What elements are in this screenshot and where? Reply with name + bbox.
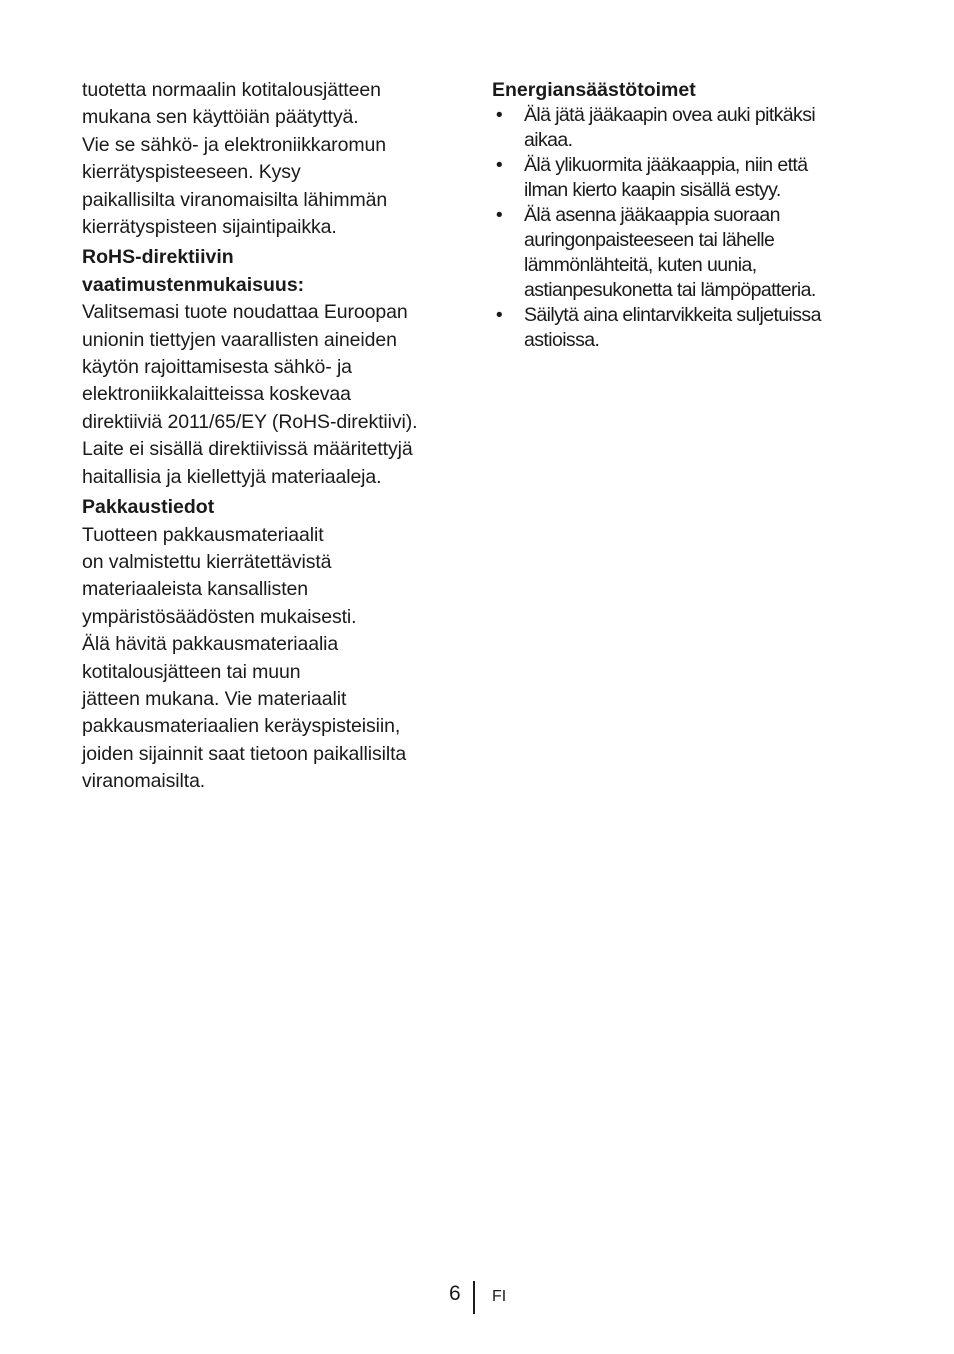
text-line: joiden sijainnit saat tietoon paikallisilta — [82, 742, 407, 765]
footer-divider — [473, 1281, 475, 1314]
energy-saving-heading: Energiansäästötoimet — [492, 79, 696, 101]
text-line: Älä ylikuormita jääkaappia, niin että — [524, 154, 808, 176]
heading-line: vaatimustenmukaisuus: — [82, 273, 305, 296]
rohs-heading — [82, 244, 474, 299]
text-line: käytön rajoittamisesta sähkö- ja — [82, 356, 352, 379]
text-line: Vie se sähkö- ja elektroniikkaromun — [82, 133, 386, 156]
packaging-paragraph — [82, 522, 474, 796]
text-line: direktiiviä 2011/65/EY (RoHS-direktiivi). — [82, 410, 418, 433]
text-line: jätteen mukana. Vie materiaalit — [82, 687, 347, 710]
intro-paragraph — [82, 77, 474, 241]
heading-line: RoHS-direktiivin — [82, 246, 234, 269]
text-line: astianpesukonetta tai lämpöpatteria. — [524, 279, 816, 301]
language-code: FI — [492, 1288, 507, 1305]
bullet-icon: • — [495, 154, 503, 176]
text-line: elektroniikkalaitteissa koskevaa — [82, 383, 351, 406]
text-line: Säilytä aina elintarvikkeita suljetuissa — [524, 304, 821, 326]
text-line: aikaa. — [524, 129, 573, 151]
text-line: astioissa. — [524, 329, 600, 351]
text-line: on valmistettu kierrätettävistä — [82, 550, 332, 573]
left-column — [82, 77, 474, 796]
text-line: tuotetta normaalin kotitalousjätteen — [82, 79, 381, 101]
text-line: Laite ei sisällä direktiivissä määritettyjä — [82, 438, 413, 461]
text-line: mukana sen käyttöiän päätyttyä. — [82, 106, 359, 129]
list-item — [492, 153, 872, 203]
list-item — [492, 203, 872, 303]
rohs-paragraph — [82, 299, 474, 491]
text-line: Älä asenna jääkaappia suoraan — [524, 204, 780, 226]
page-footer — [0, 1280, 954, 1316]
bullet-icon: • — [495, 304, 503, 326]
energy-saving-list — [492, 103, 872, 353]
text-line: pakkausmateriaalien keräyspisteisiin, — [82, 715, 401, 738]
bullet-icon: • — [495, 204, 503, 226]
text-line: kotitalousjätteen tai muun — [82, 660, 301, 683]
text-line: auringonpaisteeseen tai lähelle — [524, 229, 775, 251]
heading-line: Pakkaustiedot — [82, 496, 215, 519]
text-line: Valitsemasi tuote noudattaa Euroopan — [82, 301, 408, 324]
text-line: unionin tiettyjen vaarallisten aineiden — [82, 328, 397, 351]
text-line: kierrätyspisteeseen. Kysy — [82, 161, 301, 184]
text-line: Älä jätä jääkaapin ovea auki pitkäksi — [524, 104, 816, 126]
text-line: kierrätyspisteen sijaintipaikka. — [82, 216, 337, 239]
text-line: ilman kierto kaapin sisällä estyy. — [524, 179, 781, 201]
list-item — [492, 303, 872, 353]
text-line: paikallisilta viranomaisilta lähimmän — [82, 188, 388, 211]
text-line: viranomaisilta. — [82, 770, 206, 793]
text-line: Älä hävitä pakkausmateriaalia — [82, 633, 339, 656]
text-line: ympäristösäädösten mukaisesti. — [82, 605, 357, 628]
packaging-heading — [82, 494, 474, 521]
page-number: 6 — [449, 1282, 461, 1305]
list-item — [492, 103, 872, 153]
bullet-icon: • — [495, 104, 503, 126]
text-line: materiaaleista kansallisten — [82, 578, 308, 601]
text-line: lämmönlähteitä, kuten uunia, — [524, 254, 757, 276]
text-line: haitallisia ja kiellettyjä materiaaleja. — [82, 465, 382, 488]
text-line: Tuotteen pakkausmateriaalit — [82, 523, 324, 546]
right-column — [492, 77, 872, 353]
